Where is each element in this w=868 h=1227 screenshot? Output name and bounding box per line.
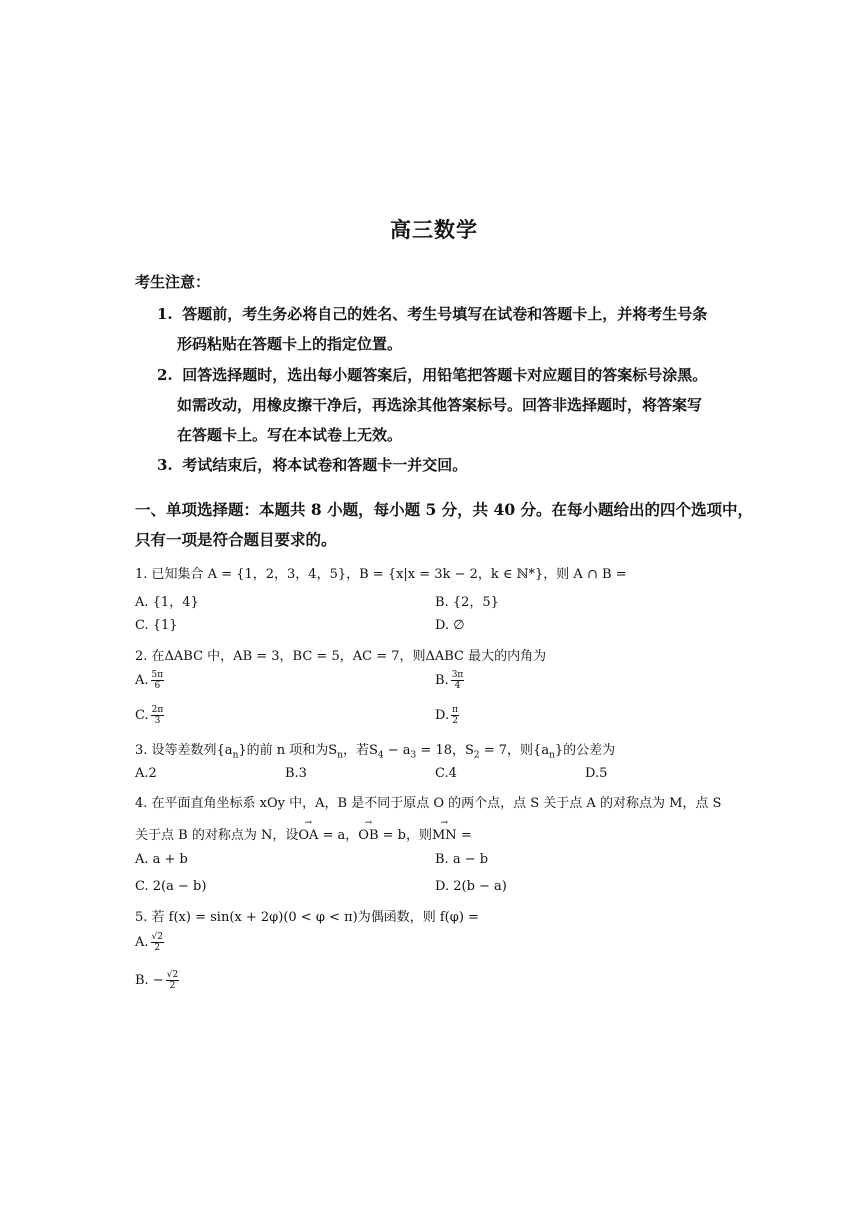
numerator: √2	[151, 932, 163, 942]
stem-text: 关于点 B 的对称点为 N，设	[135, 828, 299, 843]
q1-option-a: A. {1，4}	[135, 595, 199, 610]
subscript: 3	[410, 750, 417, 761]
stem-text: }的公差为	[554, 743, 616, 758]
question-5-stem: 5. 若 f(x) = sin(x + 2φ)(0 < φ < π)为偶函数，则 f(φ) =	[135, 910, 479, 925]
q4-option-a: A. a + b	[135, 852, 188, 867]
fraction	[451, 705, 459, 726]
option-label: A.	[135, 673, 149, 688]
denominator: 3	[154, 716, 161, 726]
notice-line: 回答选择题时，选出每小题答案后，用铅笔把答题卡对应题目的答案标号涂黑。	[182, 366, 708, 384]
numerator: √2	[166, 970, 179, 980]
stem-text: − a	[383, 743, 411, 758]
notice-line: 在答题卡上。写在本试卷上无效。	[177, 426, 403, 444]
option-label: B.	[435, 673, 449, 688]
question-1-stem: 1. 已知集合 A = {1，2，3，4，5}，B = {x|x = 3k − 2，k ∈ ℕ*}，则 A ∩ B =	[135, 567, 627, 582]
q1-option-b: B. {2，5}	[435, 595, 499, 610]
q4-option-c: C. 2(a − b)	[135, 879, 207, 894]
notice-number: 2.	[157, 366, 173, 384]
subscript: 2	[473, 750, 480, 761]
numerator: 2π	[151, 705, 164, 715]
question-3-stem	[135, 739, 615, 761]
option-label: A.	[135, 935, 149, 950]
q2-option-a	[135, 670, 164, 691]
question-4-stem-line1: 4. 在平面直角坐标系 xOy 中，A，B 是不同于原点 O 的两个点，点 S 关于点 A 的对称点为 M，点 S	[135, 796, 722, 811]
stem-text: ，若S	[342, 743, 378, 758]
q3-option-a: A.2	[135, 766, 157, 781]
option-label: D.	[435, 708, 450, 723]
question-4-stem-line2	[135, 824, 472, 843]
denominator: 4	[454, 681, 461, 691]
q3-option-c: C.4	[435, 766, 457, 781]
notice-item-2	[157, 364, 707, 385]
stem-text: }的前 n 项和为S	[238, 743, 338, 758]
notice-line: 答题前，考生务必将自己的姓名、考生号填写在试卷和答题卡上，并将考生号条	[182, 305, 708, 323]
q3-option-d: D.5	[585, 766, 608, 781]
notice-line: 考试结束后，将本试卷和答题卡一并交回。	[182, 456, 468, 474]
stem-text: = b，则	[378, 828, 432, 843]
denominator: 2	[169, 981, 176, 991]
subscript: n	[337, 750, 343, 761]
denominator: 2	[452, 716, 458, 726]
numerator: 3π	[451, 670, 464, 680]
stem-text: = 7，则{a	[479, 743, 550, 758]
q2-option-b	[435, 670, 464, 691]
option-label: B. −	[135, 973, 164, 988]
vector-ob: → OB	[358, 828, 378, 843]
subscript: 4	[377, 750, 384, 761]
q4-option-d: D. 2(b − a)	[435, 879, 507, 894]
notice-number: 1.	[157, 305, 173, 323]
stem-text: = 18，S	[416, 743, 474, 758]
stem-text: = a，	[318, 828, 359, 843]
q3-option-b: B.3	[285, 766, 307, 781]
fraction	[166, 970, 179, 991]
notice-item-3	[157, 454, 467, 475]
question-2-stem: 2. 在ΔABC 中，AB = 3，BC = 5，AC = 7，则ΔABC 最大的内角为	[135, 649, 547, 664]
fraction	[151, 670, 165, 691]
q1-option-c: C. {1}	[135, 618, 178, 633]
stem-text: 3. 设等差数列{a	[135, 743, 233, 758]
fraction	[151, 932, 164, 953]
section-heading-cont: 只有一项是符合题目要求的。	[135, 530, 337, 549]
q5-option-a	[135, 932, 164, 953]
fraction	[151, 705, 165, 726]
q2-option-d	[435, 705, 459, 726]
numerator: 5π	[151, 670, 164, 680]
q5-option-b	[135, 970, 179, 991]
fraction	[451, 670, 465, 691]
notice-number: 3.	[157, 456, 173, 474]
notice-item-1	[157, 303, 707, 324]
stem-text: =	[456, 828, 472, 843]
q4-option-b: B. a − b	[435, 852, 489, 867]
vector-mn: → MN	[432, 828, 457, 843]
notice-heading: 考生注意：	[135, 273, 211, 291]
notice-line: 形码粘贴在答题卡上的指定位置。	[177, 335, 403, 353]
subscript: n	[232, 750, 239, 761]
subscript: n	[549, 750, 555, 761]
option-label: C.	[135, 708, 149, 723]
q2-option-c	[135, 705, 164, 726]
denominator: 2	[154, 943, 161, 953]
q1-option-d: D. ∅	[435, 618, 465, 633]
page-title: 高三数学	[390, 217, 478, 242]
numerator: π	[452, 705, 459, 715]
section-heading: 一、单项选择题：本题共 8 小题，每小题 5 分，共 40 分。在每小题给出的四个选项中，	[135, 500, 754, 519]
notice-line: 如需改动，用橡皮擦干净后，再选涂其他答案标号。回答非选择题时，将答案写	[177, 396, 703, 414]
denominator: 6	[154, 681, 161, 691]
vector-oa: → OA	[298, 828, 318, 843]
